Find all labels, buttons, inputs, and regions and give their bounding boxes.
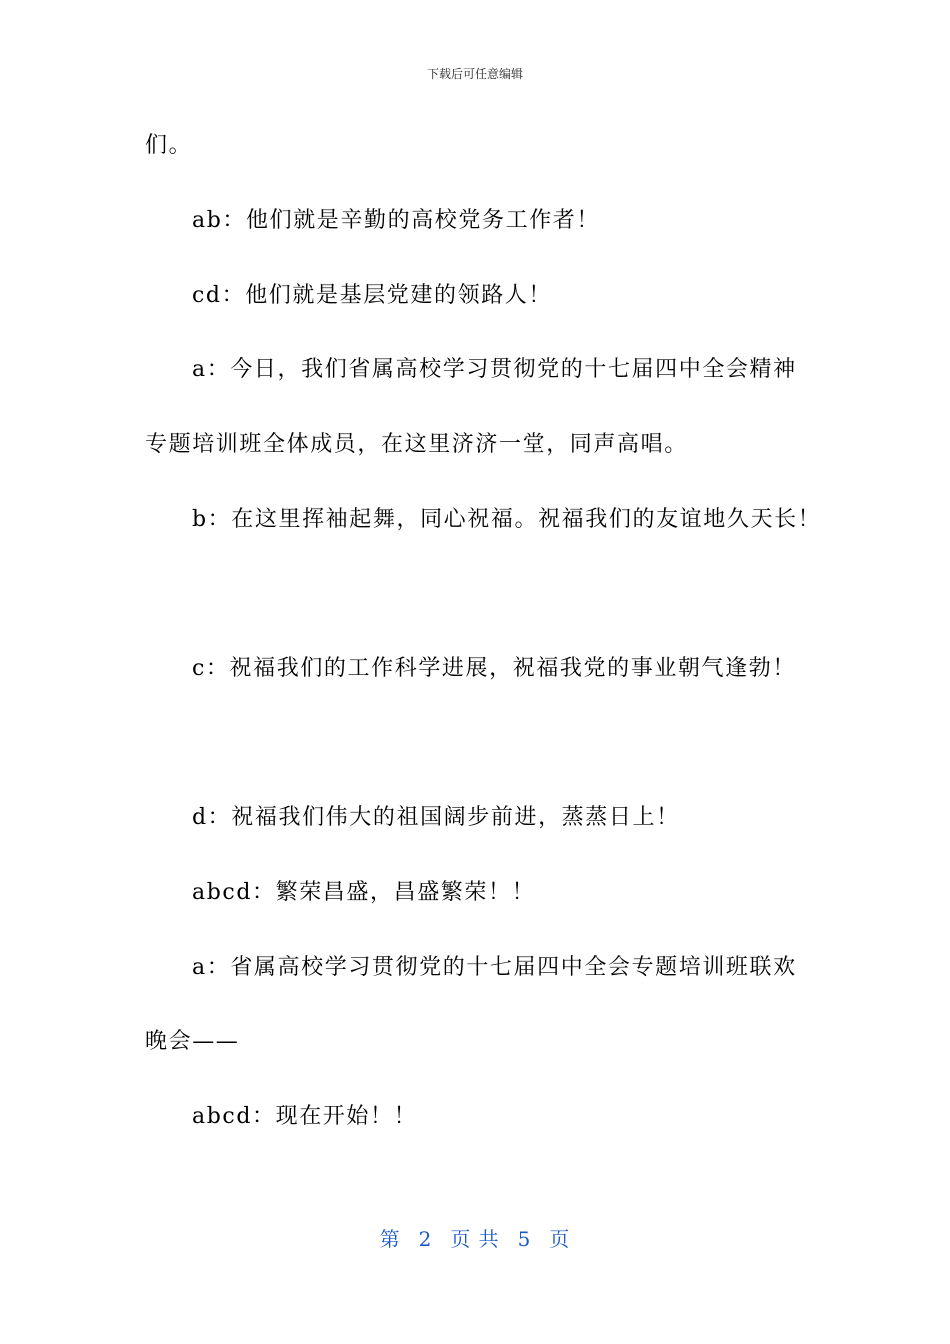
paragraph-line: d：祝福我们伟大的祖国阔步前进，蒸蒸日上！ — [192, 805, 680, 830]
footer-middle: 页 共 — [450, 1227, 500, 1251]
paragraph-line: 晚会—— — [145, 1029, 240, 1054]
paragraph-line: 们。 — [145, 133, 193, 158]
page-header-note: 下载后可任意编辑 — [426, 67, 523, 81]
paragraph-line: abcd：繁荣昌盛，昌盛繁荣！！ — [192, 880, 536, 905]
footer-prefix: 第 — [379, 1227, 401, 1251]
page-number-footer — [0, 1226, 950, 1252]
paragraph-line: cd：他们就是基层党建的领路人！ — [192, 283, 553, 308]
footer-current-page: 2 — [418, 1227, 433, 1251]
paragraph-line: 专题培训班全体成员，在这里济济一堂，同声高唱。 — [145, 432, 688, 457]
paragraph-line: c：祝福我们的工作科学进展，祝福我党的事业朝气逢勃！ — [192, 656, 796, 681]
paragraph-line: a：省属高校学习贯彻党的十七届四中全会专题培训班联欢 — [192, 955, 797, 980]
paragraph-line: b：在这里挥袖起舞，同心祝福。祝福我们的友谊地久天长！ — [192, 507, 822, 532]
paragraph-line: ab：他们就是辛勤的高校党务工作者！ — [192, 208, 601, 233]
footer-total-pages: 5 — [517, 1227, 532, 1251]
paragraph-line: a：今日，我们省属高校学习贯彻党的十七届四中全会精神 — [192, 357, 797, 382]
footer-suffix: 页 — [549, 1227, 571, 1251]
paragraph-line: abcd：现在开始！！ — [192, 1104, 418, 1129]
